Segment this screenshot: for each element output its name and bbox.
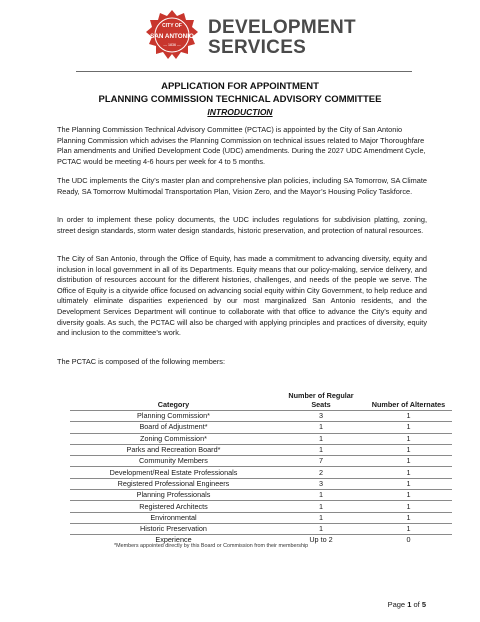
cell-category: Environmental	[70, 512, 277, 523]
table-row	[70, 433, 452, 444]
seal-text-year: — 1836 —	[163, 43, 181, 47]
title-application: APPLICATION FOR APPOINTMENT	[161, 81, 319, 92]
cell-alternates: 1	[365, 433, 452, 444]
cell-regular-seats: 1	[277, 422, 365, 433]
intro-paragraph-udc: The UDC implements the City’s master plan and comprehensive plan policies, including SA Tomorrow, SA Climate Ready, SA Tomorrow Multimodal Transportation Plan, Vision Zero, and the Mayor’s Housing Policy Taskforce.	[57, 176, 427, 196]
cell-alternates: 0	[365, 535, 452, 546]
cell-regular-seats: 1	[277, 501, 365, 512]
table-row	[70, 501, 452, 512]
city-seal-icon	[144, 8, 200, 64]
seal-text-city-of: CITY OF	[162, 23, 182, 29]
membership-table	[70, 391, 452, 546]
logo-word-services: SERVICES	[208, 37, 307, 58]
cell-category: Planning Professionals	[70, 490, 277, 501]
cell-category: Development/Real Estate Professionals	[70, 467, 277, 478]
cell-regular-seats: 3	[277, 478, 365, 489]
cell-category: Registered Professional Engineers	[70, 478, 277, 489]
cell-alternates: 1	[365, 512, 452, 523]
cell-regular-seats: 1	[277, 444, 365, 455]
cell-alternates: 1	[365, 490, 452, 501]
intro-paragraph-pctac: The Planning Commission Technical Advisory Committee (PCTAC) is appointed by the City of San Antonio Planning Commission which advises the Planning Commission on technical issues related to Major Thoroughfare Plan amendments and Unified Development Code (UDC) amendments. During the 2027 UDC Amendment Cycle, PCTAC would be meeting 4-6 hours per week for 4 to 5 months.	[57, 125, 426, 166]
cell-regular-seats: 1	[277, 490, 365, 501]
section-heading-introduction: INTRODUCTION	[207, 107, 273, 117]
cell-regular-seats: 3	[277, 411, 365, 422]
cell-category: Zoning Commission*	[70, 433, 277, 444]
table-row	[70, 523, 452, 534]
table-footnote: *Members appointed directly by this Board or Commission from their membership	[114, 543, 309, 549]
column-header-alternates: Number of Alternates	[371, 400, 446, 409]
page-label: Page	[387, 600, 406, 609]
table-row	[70, 478, 452, 489]
cell-alternates: 1	[365, 444, 452, 455]
cell-regular-seats: 1	[277, 523, 365, 534]
cell-category: Historic Preservation	[70, 523, 277, 534]
cell-alternates: 1	[365, 422, 452, 433]
page-current: 1	[407, 600, 412, 609]
cell-alternates: 1	[365, 523, 452, 534]
logo-word-development: DEVELOPMENT	[208, 17, 356, 38]
table-row	[70, 512, 452, 523]
cell-alternates: 1	[365, 501, 452, 512]
intro-paragraph-composition: The PCTAC is composed of the following members:	[57, 357, 226, 366]
table-row	[70, 490, 452, 501]
table-row	[70, 422, 452, 433]
cell-category: Community Members	[70, 456, 277, 467]
cell-alternates: 1	[365, 411, 452, 422]
cell-regular-seats: 1	[277, 433, 365, 444]
membership-table-body	[70, 411, 452, 546]
cell-category: Parks and Recreation Board*	[70, 444, 277, 455]
table-row	[70, 456, 452, 467]
cell-regular-seats: 1	[277, 512, 365, 523]
title-committee: PLANNING COMMISSION TECHNICAL ADVISORY COMMITTEE	[98, 94, 382, 105]
cell-alternates: 1	[365, 467, 452, 478]
page-total: 5	[421, 600, 426, 609]
page-number	[388, 600, 426, 609]
cell-category: Registered Architects	[70, 501, 277, 512]
column-header-regular-seats: Number of Regular Seats	[288, 391, 354, 409]
table-row	[70, 444, 452, 455]
cell-regular-seats: 2	[277, 467, 365, 478]
intro-paragraph-equity: The City of San Antonio, through the Office of Equity, has made a commitment to advancing diversity, equity and inclusion in local government in all of its Departments. Equity means that our policy-making, service delivery, and distribution of resources account for the different histories, challenges, and needs of the people we serve. The Office of Equity is a citywide office focused on advancing social equity within City Government, to help reduce and ultimately eliminate disparities experienced by our most marginalized San Antonio residents, and the Development Services Department will continue to collaborate with that office to advance the City’s equity and diversity goals. As such, the PCTAC will also be charged with applying principles and practices of diversity, equity and inclusion to the committee’s work.	[57, 254, 427, 338]
seal-text-san-antonio: SAN ANTONIO	[150, 33, 194, 40]
table-row	[70, 411, 452, 422]
cell-category: Board of Adjustment*	[70, 422, 277, 433]
column-header-category: Category	[157, 400, 190, 409]
cell-category: Planning Commission*	[70, 411, 277, 422]
table-header-row	[70, 391, 452, 411]
cell-regular-seats: Up to 2	[277, 535, 365, 546]
cell-category: Experience	[70, 535, 277, 546]
header-divider	[76, 71, 412, 72]
intro-paragraph-regulations: In order to implement these policy documents, the UDC includes regulations for subdivision platting, zoning, street design standards, storm water design standards, historic preservation, and protection of natural resources.	[57, 215, 427, 235]
cell-alternates: 1	[365, 456, 452, 467]
development-services-logo	[144, 8, 356, 64]
table-row	[70, 467, 452, 478]
page-of: of	[413, 600, 420, 609]
cell-alternates: 1	[365, 478, 452, 489]
cell-regular-seats: 7	[277, 456, 365, 467]
